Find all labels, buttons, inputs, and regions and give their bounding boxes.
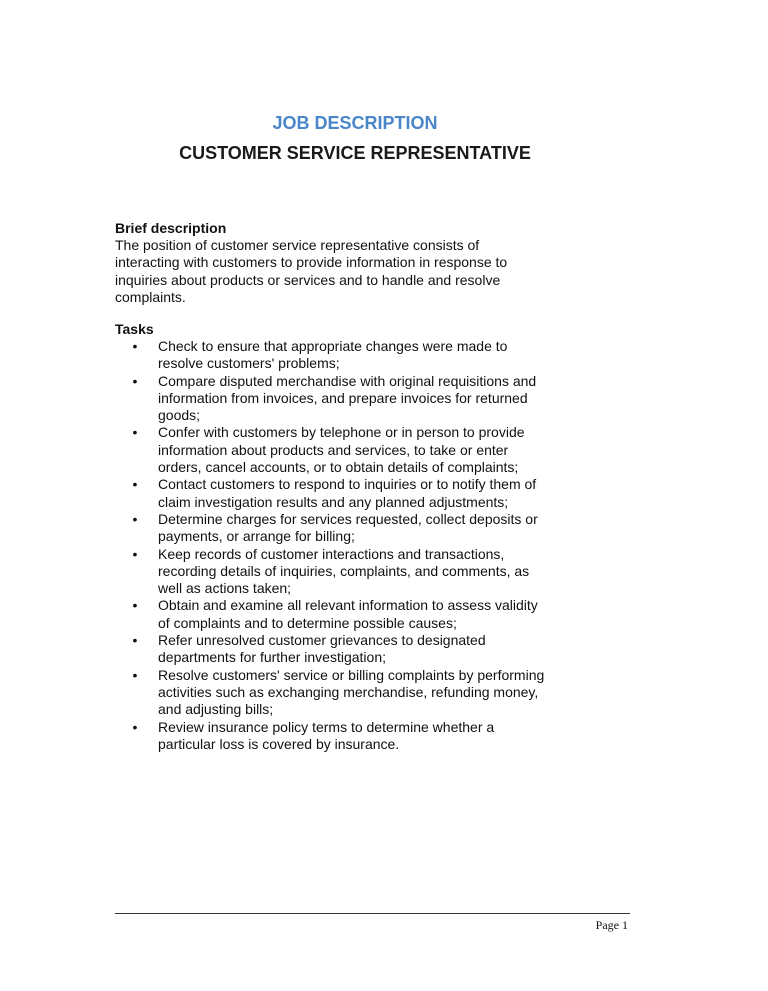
bullet-icon: • xyxy=(132,632,138,649)
list-item xyxy=(115,373,545,425)
bullet-icon: • xyxy=(132,597,138,614)
list-item xyxy=(115,511,545,546)
task-text: Confer with customers by telephone or in person to provide information about products and services, to take or enter orders, cancel accounts, or to obtain details of complaints; xyxy=(158,424,525,476)
list-item xyxy=(115,719,545,754)
task-text: Determine charges for services requested, collect deposits or payments, or arrange for billing; xyxy=(158,510,538,545)
task-list xyxy=(115,338,545,753)
task-text: Check to ensure that appropriate changes were made to resolve customers' problems; xyxy=(158,338,508,372)
brief-description-text: The position of customer service representative consists of interacting with customers to provide information in response to inquiries about products or services and to handle and resolve complaints. xyxy=(115,237,508,305)
tasks-section xyxy=(115,321,545,753)
list-item xyxy=(115,476,545,511)
bullet-icon: • xyxy=(132,424,138,441)
page-number: Page 1 xyxy=(595,918,628,932)
list-item xyxy=(115,546,545,598)
tasks-heading: Tasks xyxy=(115,321,154,337)
task-text: Obtain and examine all relevant information to assess validity of complaints and to determine possible causes; xyxy=(158,597,538,631)
task-text: Keep records of customer interactions and transactions, recording details of inquiries, complaints, and comments, as well as actions taken; xyxy=(158,545,530,597)
task-text: Compare disputed merchandise with original requisitions and information from invoices, and prepare invoices for returned goods; xyxy=(158,372,537,424)
bullet-icon: • xyxy=(132,372,138,389)
footer-divider xyxy=(115,913,630,914)
task-text: Resolve customers' service or billing complaints by performing activities such as exchanging merchandise, refunding money, and adjusting bills; xyxy=(158,666,545,718)
list-item xyxy=(115,632,545,667)
list-item xyxy=(115,338,545,373)
job-title: CUSTOMER SERVICE REPRESENTATIVE xyxy=(179,143,531,163)
document-title: JOB DESCRIPTION xyxy=(272,113,438,133)
bullet-icon: • xyxy=(132,545,138,562)
task-text: Refer unresolved customer grievances to designated departments for further investigation; xyxy=(158,632,486,666)
task-text: Contact customers to respond to inquiries or to notify them of claim investigation results and any planned adjustments; xyxy=(158,476,537,510)
brief-description-section xyxy=(115,220,545,306)
bullet-icon: • xyxy=(132,338,138,354)
task-text: Review insurance policy terms to determine whether a particular loss is covered by insurance. xyxy=(158,718,495,752)
bullet-icon: • xyxy=(132,476,138,493)
bullet-icon: • xyxy=(132,718,138,735)
brief-description-heading: Brief description xyxy=(115,220,227,236)
bullet-icon: • xyxy=(132,510,138,527)
list-item xyxy=(115,667,545,719)
document-heading xyxy=(115,112,595,164)
list-item xyxy=(115,424,545,476)
bullet-icon: • xyxy=(132,666,138,683)
list-item xyxy=(115,597,545,632)
